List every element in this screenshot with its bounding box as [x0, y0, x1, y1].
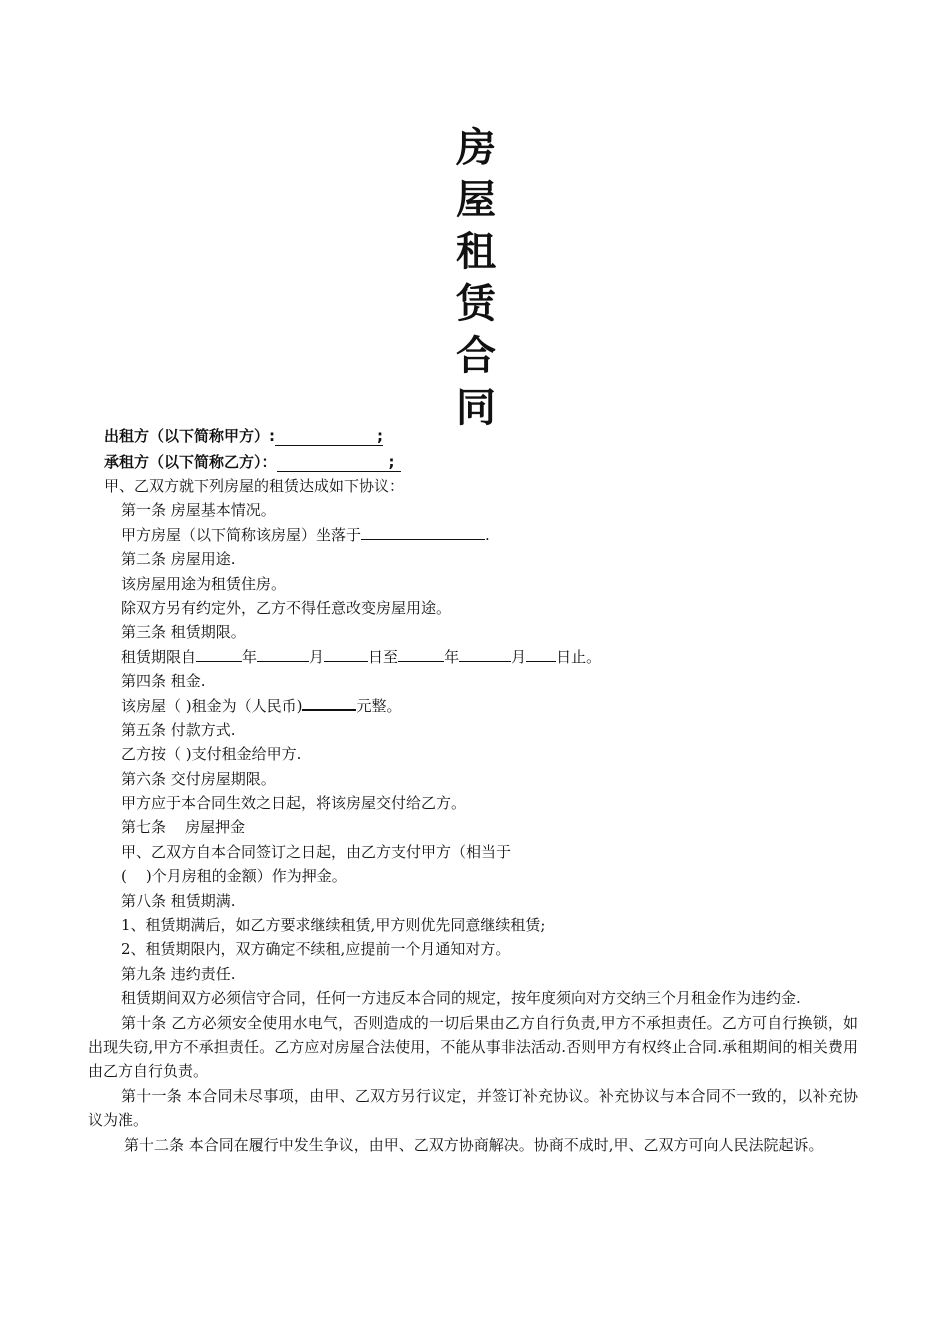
title-char: 赁: [456, 281, 496, 327]
art2-line2: 除双方另有约定外，乙方不得任意改变房屋用途。: [121, 598, 452, 617]
start-day-blank[interactable]: [324, 646, 368, 662]
art1-text: 甲方房屋（以下简称该房屋）坐落于: [121, 525, 362, 544]
contract-body: [88, 474, 858, 1157]
intro-text: 甲、乙双方就下列房屋的租赁达成如下协议：: [104, 477, 405, 495]
art3-p2: 年: [242, 647, 258, 666]
art4-line: [88, 694, 858, 718]
art1-end: .: [485, 525, 490, 544]
party-b-label: 承租方（以下简称乙方）：: [104, 453, 277, 471]
art3-heading: 第三条 租赁期限。: [121, 623, 246, 642]
art8-heading: 第八条 租赁期满.: [121, 891, 236, 910]
art8-item1: 1、租赁期满后，如乙方要求继续租赁,甲方则优先同意继续租赁;: [121, 916, 546, 935]
title-char: 租: [456, 229, 496, 275]
art6-text: 甲方应于本合同生效之日起，将该房屋交付给乙方。: [121, 794, 467, 813]
document-title: [450, 122, 502, 434]
art4-text: 该房屋（ )租金为（人民币): [121, 696, 303, 715]
art7-heading: 第七条 房屋押金: [121, 818, 246, 837]
art1-line: [88, 523, 858, 547]
art5-text: 乙方按（ )支付租金给甲方.: [121, 745, 302, 764]
end-day-blank[interactable]: [526, 646, 556, 662]
party-b-line: [104, 451, 401, 472]
party-a-line: [104, 425, 383, 446]
start-year-blank[interactable]: [196, 646, 242, 662]
title-char: 屋: [456, 177, 496, 223]
rent-amount-blank[interactable]: [302, 694, 356, 711]
art5-heading: 第五条 付款方式.: [121, 720, 236, 739]
art3-p3: 月: [309, 647, 325, 666]
art9-text: 租赁期间双方必须信守合同，任何一方违反本合同的规定，按年度须向对方交纳三个月租金作为违约金.: [121, 989, 801, 1008]
art12-text: 第十二条 本合同在履行中发生争议，由甲、乙双方协商解决。协商不成时,甲、乙双方可向人民法院起诉。: [124, 1135, 824, 1154]
art9-heading: 第九条 违约责任.: [121, 964, 236, 983]
art3-p7: 日止。: [556, 647, 602, 666]
art3-line: [88, 645, 858, 669]
art3-p6: 月: [511, 647, 527, 666]
party-a-label: 出租方（以下简称甲方）:: [104, 427, 275, 445]
art3-p1: 租赁期限自: [121, 647, 197, 666]
art4-heading: 第四条 租金.: [121, 672, 206, 691]
art7-line2: ( )个月房租的金额）作为押金。: [121, 867, 347, 886]
art10-text: 第十条 乙方必须安全使用水电气，否则造成的一切后果由乙方自行负责,甲方不承担责任。乙方可自行换锁，如出现失窃,甲方不承担责任。乙方应对房屋合法使用，不能从事非法活动.否则甲方有权终止合同.承租期间的相关费用由乙方自行负责。: [88, 1013, 858, 1081]
title-char: 合: [456, 333, 496, 379]
art8-item2: 2、租赁期限内，双方确定不续租,应提前一个月通知对方。: [121, 940, 511, 959]
start-month-blank[interactable]: [257, 646, 309, 662]
title-char: 房: [456, 125, 496, 171]
art7-line1: 甲、乙双方自本合同签订之日起，由乙方支付甲方（相当于: [121, 842, 512, 861]
party-a-blank[interactable]: [275, 429, 383, 446]
art3-p4: 日至: [368, 647, 399, 666]
art6-heading: 第六条 交付房屋期限。: [121, 769, 276, 788]
art4-end: 元整。: [356, 696, 402, 715]
party-b-end: ;: [388, 453, 395, 471]
end-year-blank[interactable]: [398, 646, 444, 662]
title-char: 同: [456, 385, 496, 431]
art2-heading: 第二条 房屋用途.: [121, 550, 236, 569]
art2-line1: 该房屋用途为租赁住房。: [121, 574, 287, 593]
art1-heading: 第一条 房屋基本情况。: [121, 501, 276, 520]
art11-text: 第十一条 本合同未尽事项，由甲、乙双方另行议定，并签订补充协议。补充协议与本合同不一致的，以补充协议为准。: [88, 1086, 858, 1130]
address-blank[interactable]: [361, 524, 485, 540]
party-b-blank[interactable]: [277, 455, 401, 472]
end-month-blank[interactable]: [459, 646, 511, 662]
art3-p5: 年: [444, 647, 460, 666]
party-a-end: ;: [377, 427, 383, 445]
